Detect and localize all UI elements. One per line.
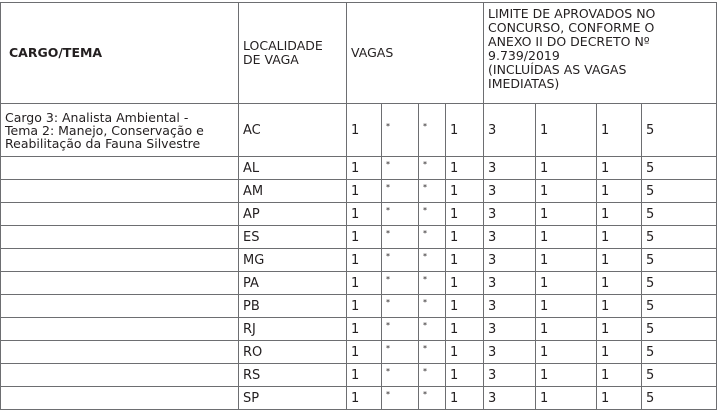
limite-cell: 3 xyxy=(484,295,536,318)
asterisk-mark: * xyxy=(423,251,427,261)
limite-cell: 5 xyxy=(642,226,717,249)
vagas-asterisk-cell xyxy=(382,203,419,226)
limite-cell: 1 xyxy=(536,387,597,410)
asterisk-mark: * xyxy=(386,343,390,353)
limite-cell: 1 xyxy=(597,104,642,157)
header-limite-line: LIMITE DE APROVADOS NO xyxy=(488,6,656,21)
table-row xyxy=(1,104,717,157)
limite-cell: 3 xyxy=(484,272,536,295)
vagas-cell: 1 xyxy=(347,341,382,364)
cargo-empty-cell xyxy=(1,157,239,180)
asterisk-mark: * xyxy=(386,121,390,131)
table-row xyxy=(1,272,717,295)
vagas-asterisk-cell xyxy=(419,226,446,249)
vagas-asterisk-cell xyxy=(382,226,419,249)
limite-cell: 1 xyxy=(536,272,597,295)
cargo-line: Reabilitação da Fauna Silvestre xyxy=(5,135,201,151)
vagas-asterisk-cell xyxy=(382,318,419,341)
asterisk-mark: * xyxy=(386,320,390,330)
table-row xyxy=(1,226,717,249)
limite-cell: 1 xyxy=(597,341,642,364)
cargo-empty-cell xyxy=(1,387,239,410)
localidade-cell: RJ xyxy=(239,318,347,341)
limite-cell: 1 xyxy=(597,249,642,272)
limite-cell: 5 xyxy=(642,157,717,180)
localidade-cell: MG xyxy=(239,249,347,272)
vagas-asterisk-cell xyxy=(419,387,446,410)
vagas-cell: 1 xyxy=(347,157,382,180)
limite-cell: 5 xyxy=(642,203,717,226)
limite-cell: 1 xyxy=(536,364,597,387)
limite-cell: 5 xyxy=(642,341,717,364)
asterisk-mark: * xyxy=(423,182,427,192)
vagas-asterisk-cell xyxy=(382,180,419,203)
vagas-asterisk-cell xyxy=(382,295,419,318)
asterisk-mark: * xyxy=(423,159,427,169)
vagas-cell: 1 xyxy=(347,272,382,295)
localidade-cell: RO xyxy=(239,341,347,364)
table-row xyxy=(1,341,717,364)
table-row xyxy=(1,387,717,410)
asterisk-mark: * xyxy=(386,274,390,284)
limite-cell: 3 xyxy=(484,180,536,203)
limite-cell: 1 xyxy=(597,180,642,203)
vagas-asterisk-cell xyxy=(382,157,419,180)
localidade-cell: AM xyxy=(239,180,347,203)
limite-cell: 3 xyxy=(484,341,536,364)
limite-cell: 1 xyxy=(536,249,597,272)
limite-cell: 5 xyxy=(642,272,717,295)
limite-cell: 1 xyxy=(597,203,642,226)
limite-cell: 1 xyxy=(597,272,642,295)
limite-cell: 3 xyxy=(484,157,536,180)
vagas-cell: 1 xyxy=(446,318,484,341)
vagas-cell: 1 xyxy=(446,387,484,410)
cargo-empty-cell xyxy=(1,180,239,203)
vagas-cell: 1 xyxy=(347,104,382,157)
asterisk-mark: * xyxy=(386,366,390,376)
asterisk-mark: * xyxy=(386,251,390,261)
table-row xyxy=(1,249,717,272)
asterisk-mark: * xyxy=(423,297,427,307)
asterisk-mark: * xyxy=(386,182,390,192)
cargo-empty-cell xyxy=(1,318,239,341)
limite-cell: 3 xyxy=(484,104,536,157)
limite-cell: 1 xyxy=(536,226,597,249)
limite-cell: 3 xyxy=(484,387,536,410)
limite-cell: 3 xyxy=(484,226,536,249)
limite-cell: 3 xyxy=(484,318,536,341)
header-localidade-line: LOCALIDADE xyxy=(243,38,323,53)
header-limite-line: ANEXO II DO DECRETO Nº xyxy=(488,34,650,49)
vagas-asterisk-cell xyxy=(382,364,419,387)
vagas-asterisk-cell xyxy=(419,272,446,295)
limite-cell: 3 xyxy=(484,249,536,272)
limite-cell: 5 xyxy=(642,295,717,318)
vacancies-table xyxy=(0,2,717,410)
cargo-empty-cell xyxy=(1,272,239,295)
asterisk-mark: * xyxy=(386,159,390,169)
vagas-asterisk-cell xyxy=(382,249,419,272)
limite-cell: 5 xyxy=(642,318,717,341)
vagas-cell: 1 xyxy=(347,295,382,318)
vagas-cell: 1 xyxy=(446,341,484,364)
cargo-empty-cell xyxy=(1,249,239,272)
localidade-cell: RS xyxy=(239,364,347,387)
table-row xyxy=(1,180,717,203)
vagas-asterisk-cell xyxy=(419,104,446,157)
asterisk-mark: * xyxy=(423,228,427,238)
vagas-cell: 1 xyxy=(446,226,484,249)
asterisk-mark: * xyxy=(423,343,427,353)
limite-cell: 1 xyxy=(536,180,597,203)
limite-cell: 1 xyxy=(536,104,597,157)
limite-cell: 5 xyxy=(642,180,717,203)
limite-cell: 1 xyxy=(536,203,597,226)
limite-cell: 1 xyxy=(536,157,597,180)
vagas-cell: 1 xyxy=(446,272,484,295)
asterisk-mark: * xyxy=(386,228,390,238)
vagas-asterisk-cell xyxy=(382,104,419,157)
vagas-asterisk-cell xyxy=(382,341,419,364)
limite-cell: 1 xyxy=(597,387,642,410)
limite-cell: 5 xyxy=(642,104,717,157)
asterisk-mark: * xyxy=(423,205,427,215)
vagas-asterisk-cell xyxy=(419,295,446,318)
vagas-asterisk-cell xyxy=(419,364,446,387)
cargo-empty-cell xyxy=(1,341,239,364)
header-limite xyxy=(484,3,717,104)
table-header-row xyxy=(1,3,717,104)
limite-cell: 1 xyxy=(597,318,642,341)
asterisk-mark: * xyxy=(386,205,390,215)
vagas-cell: 1 xyxy=(347,203,382,226)
cargo-line: Cargo 3: Analista Ambiental - xyxy=(5,109,189,125)
header-limite-line: CONCURSO, CONFORME O xyxy=(488,20,655,35)
cargo-empty-cell xyxy=(1,226,239,249)
localidade-cell: AC xyxy=(239,104,347,157)
vagas-cell: 1 xyxy=(347,364,382,387)
asterisk-mark: * xyxy=(423,274,427,284)
vagas-cell: 1 xyxy=(446,203,484,226)
table-row xyxy=(1,364,717,387)
vagas-cell: 1 xyxy=(347,318,382,341)
limite-cell: 1 xyxy=(597,226,642,249)
header-limite-line: (INCLUÍDAS AS VAGAS xyxy=(488,62,627,77)
asterisk-mark: * xyxy=(386,389,390,399)
vagas-asterisk-cell xyxy=(382,387,419,410)
localidade-cell: PA xyxy=(239,272,347,295)
header-cargo: CARGO/TEMA xyxy=(1,3,239,104)
vagas-cell: 1 xyxy=(347,180,382,203)
vagas-asterisk-cell xyxy=(382,272,419,295)
vagas-asterisk-cell xyxy=(419,203,446,226)
table-row xyxy=(1,157,717,180)
localidade-cell: PB xyxy=(239,295,347,318)
cargo-empty-cell xyxy=(1,364,239,387)
header-limite-line: 9.739/2019 xyxy=(488,48,560,63)
asterisk-mark: * xyxy=(423,366,427,376)
vagas-cell: 1 xyxy=(347,249,382,272)
asterisk-mark: * xyxy=(386,297,390,307)
vagas-cell: 1 xyxy=(347,387,382,410)
vagas-cell: 1 xyxy=(446,157,484,180)
limite-cell: 3 xyxy=(484,203,536,226)
vagas-cell: 1 xyxy=(446,249,484,272)
vagas-asterisk-cell xyxy=(419,180,446,203)
localidade-cell: AP xyxy=(239,203,347,226)
vagas-cell: 1 xyxy=(446,104,484,157)
header-limite-line: IMEDIATAS) xyxy=(488,76,560,91)
limite-cell: 5 xyxy=(642,364,717,387)
limite-cell: 1 xyxy=(536,295,597,318)
vagas-cell: 1 xyxy=(446,180,484,203)
localidade-cell: AL xyxy=(239,157,347,180)
asterisk-mark: * xyxy=(423,121,427,131)
vagas-cell: 1 xyxy=(347,226,382,249)
limite-cell: 3 xyxy=(484,364,536,387)
limite-cell: 5 xyxy=(642,387,717,410)
vagas-asterisk-cell xyxy=(419,318,446,341)
table-row xyxy=(1,295,717,318)
limite-cell: 1 xyxy=(597,157,642,180)
asterisk-mark: * xyxy=(423,389,427,399)
cargo-cell xyxy=(1,104,239,157)
table-row xyxy=(1,203,717,226)
header-vagas: VAGAS xyxy=(347,3,484,104)
vagas-cell: 1 xyxy=(446,364,484,387)
header-localidade xyxy=(239,3,347,104)
limite-cell: 5 xyxy=(642,249,717,272)
cargo-line: Tema 2: Manejo, Conservação e xyxy=(5,122,204,138)
cargo-empty-cell xyxy=(1,203,239,226)
vagas-asterisk-cell xyxy=(419,157,446,180)
vagas-cell: 1 xyxy=(446,295,484,318)
vagas-asterisk-cell xyxy=(419,341,446,364)
vagas-asterisk-cell xyxy=(419,249,446,272)
cargo-empty-cell xyxy=(1,295,239,318)
localidade-cell: SP xyxy=(239,387,347,410)
localidade-cell: ES xyxy=(239,226,347,249)
table-body xyxy=(1,104,717,410)
header-localidade-line: DE VAGA xyxy=(243,52,299,67)
limite-cell: 1 xyxy=(597,364,642,387)
limite-cell: 1 xyxy=(536,341,597,364)
table-row xyxy=(1,318,717,341)
limite-cell: 1 xyxy=(536,318,597,341)
asterisk-mark: * xyxy=(423,320,427,330)
limite-cell: 1 xyxy=(597,295,642,318)
